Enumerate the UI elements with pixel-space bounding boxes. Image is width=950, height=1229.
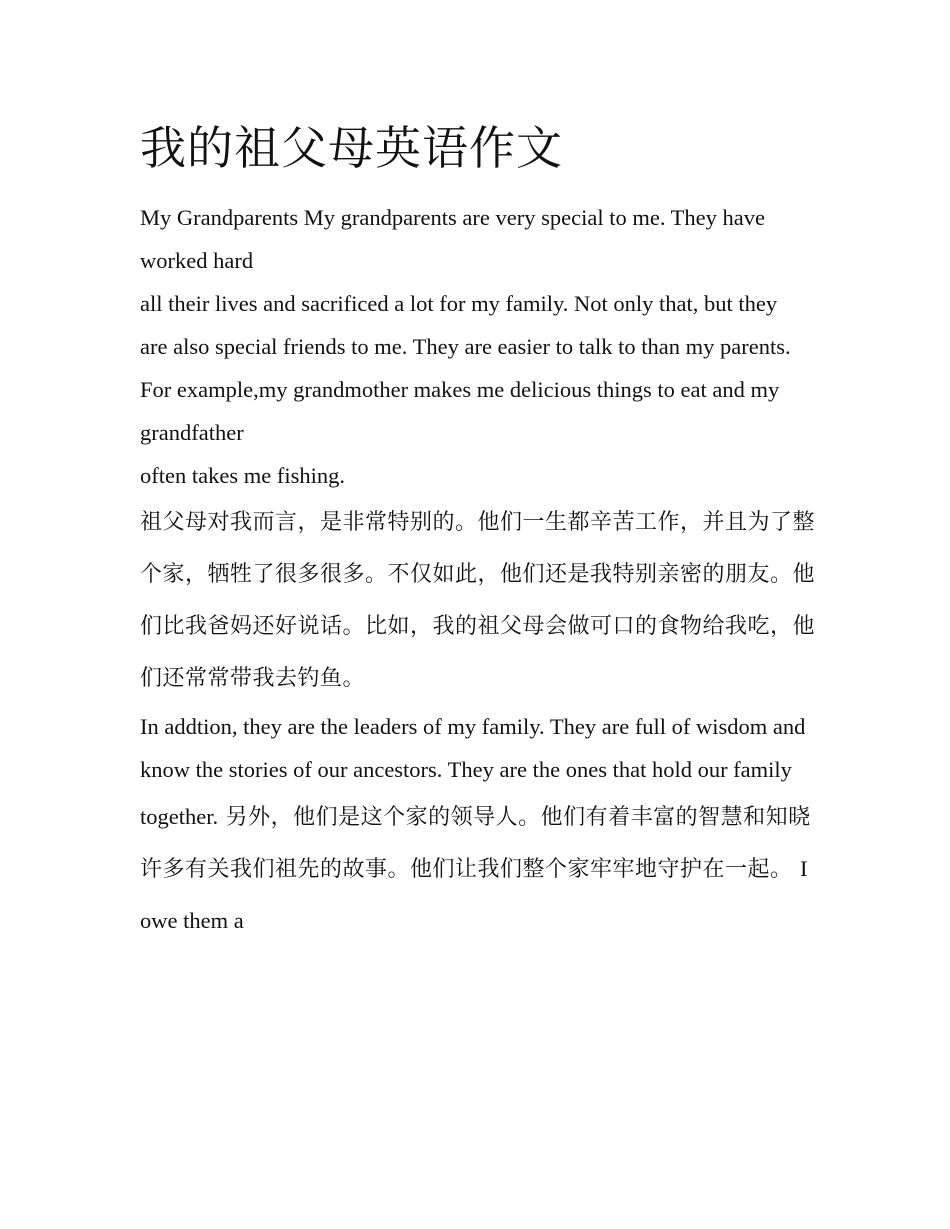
document-title: 我的祖父母英语作文 — [140, 121, 563, 175]
document-page — [140, 112, 820, 947]
paragraph-intro-line-1: My Grandparents My grandparents are very special to me. They have worked hard — [140, 205, 765, 273]
final-chinese-text: 另外，他们是这个家的领导人。他们有着丰富的智慧和知晓许多有关我们祖先的故事。他们让我们整个家牢牢地守护在一起。 — [140, 805, 811, 882]
paragraph-intro-line-4: For example,my grandmother makes me delicious things to eat and my grandfather — [140, 377, 780, 445]
paragraph-intro-line-5: often takes me fishing. — [140, 463, 345, 488]
paragraph-intro-line-2: all their lives and sacrificed a lot for my family. Not only that, but they — [140, 291, 778, 316]
paragraph-leaders-line-1: In addtion, they are the leaders of my family. They are full of wisdom and — [140, 714, 806, 739]
final-lead-english: together. — [140, 804, 219, 829]
paragraph-chinese-translation-1: 祖父母对我而言，是非常特别的。他们一生都辛苦工作，并且为了整个家，牺牲了很多很多。不仅如此，他们还是我特别亲密的朋友。他们比我爸妈还好说话。比如，我的祖父母会做可口的食物给我吃，他们还常常带我去钓鱼。 — [140, 510, 816, 691]
final-tail-english: I owe them a — [140, 856, 808, 933]
paragraph-final-mixed — [140, 791, 820, 947]
paragraph-intro-line-3: are also special friends to me. They are easier to talk to than my parents. — [140, 334, 791, 359]
paragraph-leaders-line-2: know the stories of our ancestors. They are the ones that hold our family — [140, 757, 792, 782]
